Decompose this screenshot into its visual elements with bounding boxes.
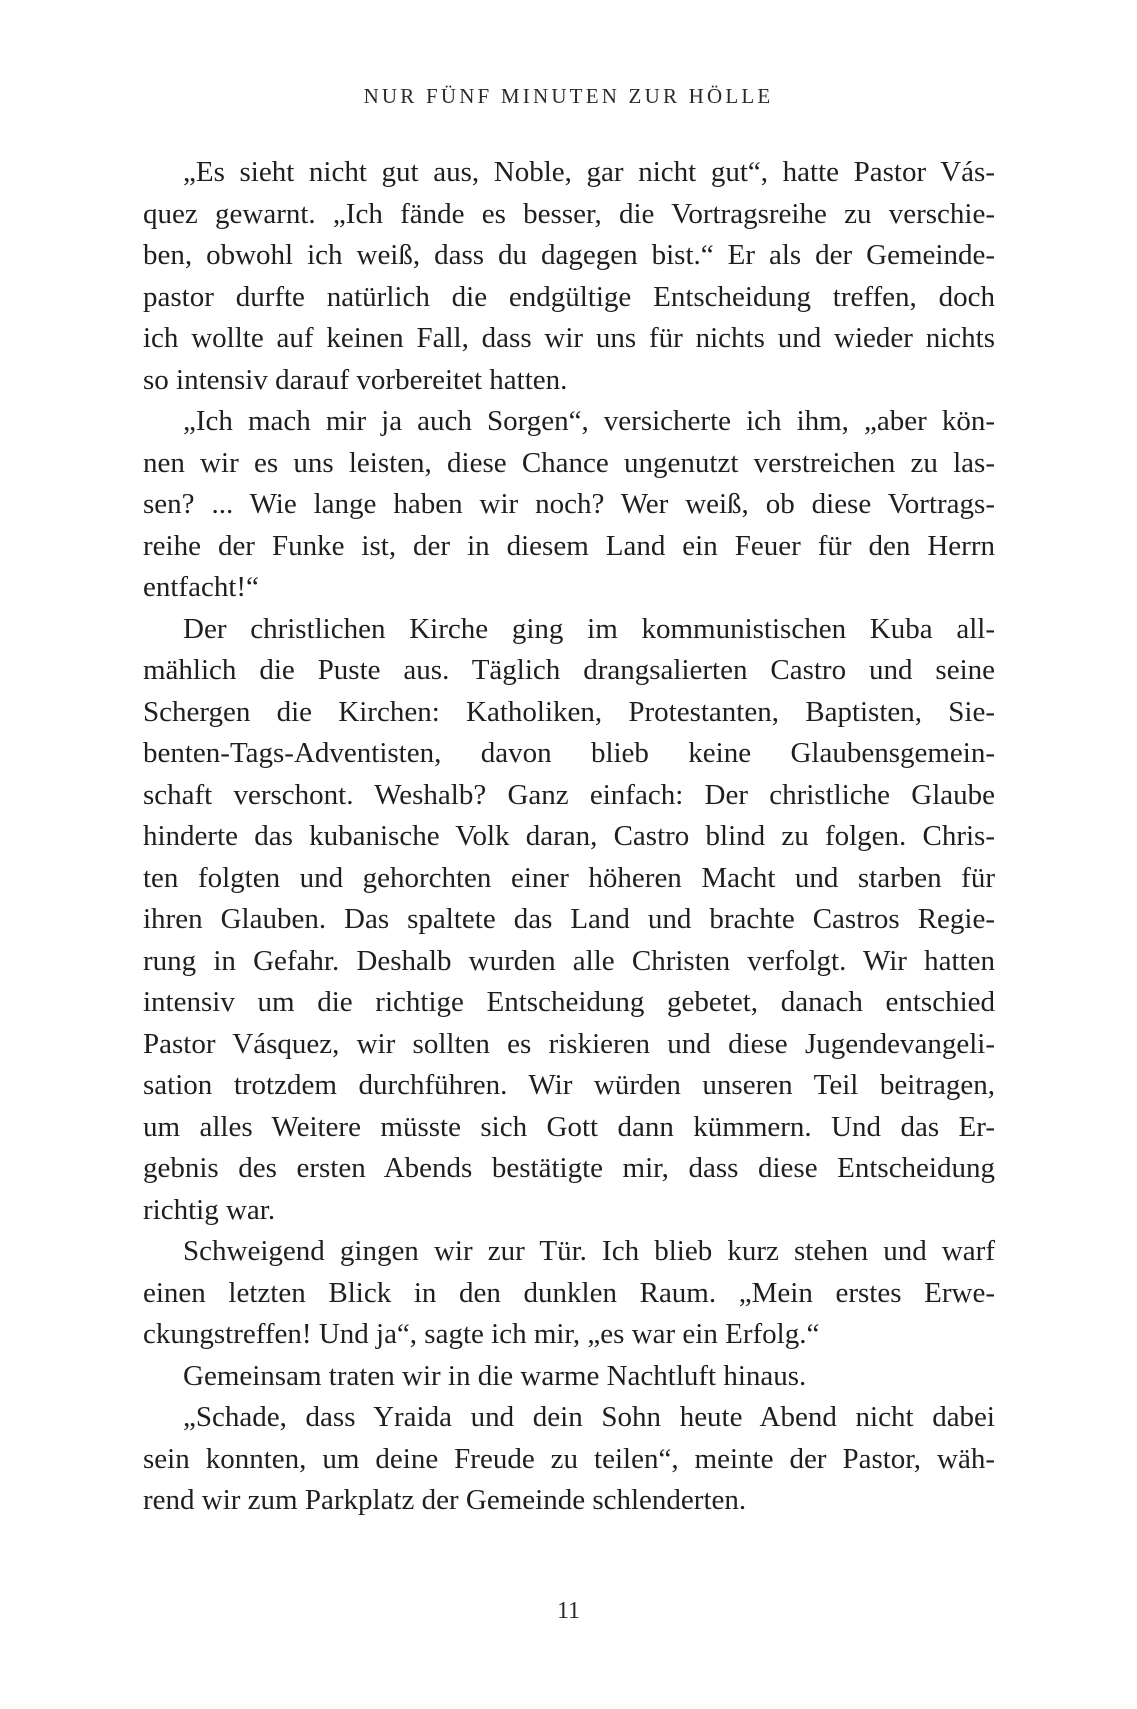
paragraph xyxy=(143,401,995,609)
text-line: sen? ... Wie lange haben wir noch? Wer weiß, ob diese Vortrags- xyxy=(143,488,995,520)
text-line: ckungstreffen! Und ja“, sagte ich mir, „es war ein Erfolg.“ xyxy=(143,1318,820,1350)
text-line: mählich die Puste aus. Täglich drangsalierten Castro und seine xyxy=(143,654,995,686)
text-line: „Es sieht nicht gut aus, Noble, gar nicht gut“, hatte Pastor Vás- xyxy=(183,156,995,188)
text-line: so intensiv darauf vorbereitet hatten. xyxy=(143,363,568,396)
text-line: rend wir zum Parkplatz der Gemeinde schlenderten. xyxy=(143,1484,747,1516)
text-line: intensiv um die richtige Entscheidung gebetet, danach entschied xyxy=(143,986,995,1018)
paragraph xyxy=(143,152,995,401)
text-line: sation trotzdem durchführen. Wir würden unseren Teil beitragen, xyxy=(143,1069,995,1101)
paragraph xyxy=(143,609,995,1232)
paragraph xyxy=(143,1356,995,1398)
body-text xyxy=(143,152,995,1522)
paragraph xyxy=(143,1397,995,1522)
text-line: quez gewarnt. „Ich fände es besser, die Vortragsreihe zu verschie- xyxy=(143,197,995,230)
text-line: Schweigend gingen wir zur Tür. Ich blieb kurz stehen und warf xyxy=(183,1235,995,1267)
text-line: Gemeinsam traten wir in die warme Nachtluft hinaus. xyxy=(183,1359,807,1392)
text-line: schaft verschont. Weshalb? Ganz einfach: Der christliche Glaube xyxy=(143,778,995,811)
text-line: ihren Glauben. Das spaltete das Land und brachte Castros Regie- xyxy=(143,903,995,935)
text-line: ben, obwohl ich weiß, dass du dagegen bist.“ Er als der Gemeinde- xyxy=(143,239,995,271)
text-line: einen letzten Blick in den dunklen Raum. „Mein erstes Erwe- xyxy=(143,1276,995,1309)
text-line: richtig war. xyxy=(143,1193,276,1226)
text-line: ich wollte auf keinen Fall, dass wir uns für nichts und wieder nichts xyxy=(143,322,995,354)
page-number: 11 xyxy=(556,1598,581,1624)
text-line: hinderte das kubanische Volk daran, Castro blind zu folgen. Chris- xyxy=(143,820,995,852)
text-line: sein konnten, um deine Freude zu teilen“, meinte der Pastor, wäh- xyxy=(143,1442,995,1475)
running-head: NUR FÜNF MINUTEN ZUR HÖLLE xyxy=(363,84,774,108)
text-line: um alles Weitere müsste sich Gott dann kümmern. Und das Er- xyxy=(143,1110,995,1143)
text-line: nen wir es uns leisten, diese Chance ungenutzt verstreichen zu las- xyxy=(143,446,995,479)
text-line: benten-Tags-Adventisten, davon blieb keine Glaubensgemein- xyxy=(143,737,995,769)
text-line: Der christlichen Kirche ging im kommunistischen Kuba all- xyxy=(183,612,995,645)
text-line: gebnis des ersten Abends bestätigte mir, dass diese Entscheidung xyxy=(143,1152,995,1184)
text-line: „Schade, dass Yraida und dein Sohn heute Abend nicht dabei xyxy=(183,1401,995,1433)
text-line: pastor durfte natürlich die endgültige Entscheidung treffen, doch xyxy=(143,280,995,313)
text-line: Schergen die Kirchen: Katholiken, Protestanten, Baptisten, Sie- xyxy=(143,695,995,728)
text-line: ten folgten und gehorchten einer höheren Macht und starben für xyxy=(143,861,995,894)
text-line: reihe der Funke ist, der in diesem Land ein Feuer für den Herrn xyxy=(143,529,995,562)
text-line: entfacht!“ xyxy=(143,571,259,603)
text-line: „Ich mach mir ja auch Sorgen“, versicherte ich ihm, „aber kön- xyxy=(183,405,995,437)
text-line: rung in Gefahr. Deshalb wurden alle Christen verfolgt. Wir hatten xyxy=(143,944,995,977)
paragraph xyxy=(143,1231,995,1356)
text-line: Pastor Vásquez, wir sollten es riskieren und diese Jugendevangeli- xyxy=(143,1027,995,1060)
